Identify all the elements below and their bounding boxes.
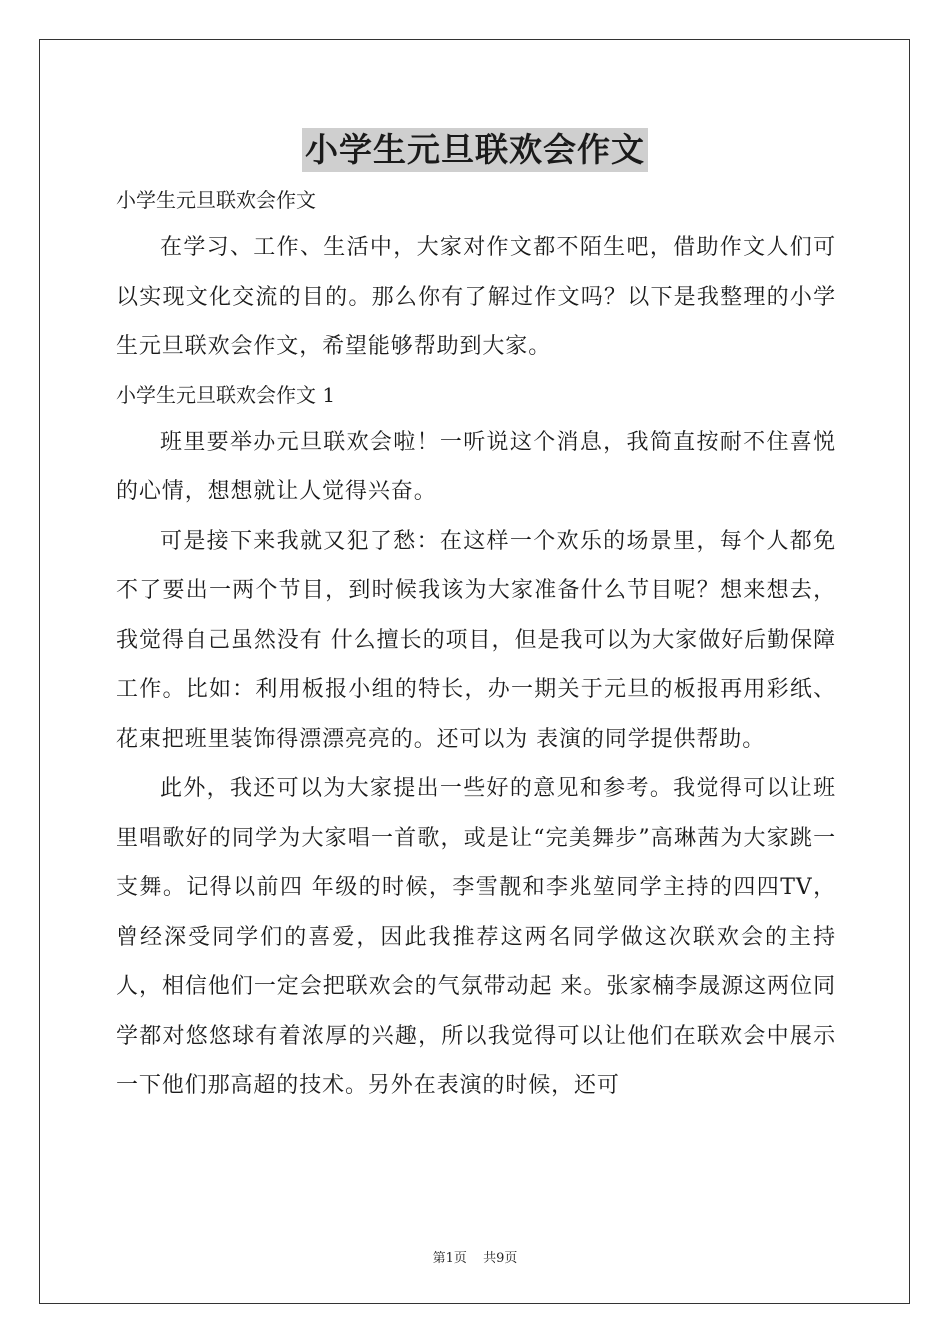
intro-paragraph: 在学习、工作、生活中，大家对作文都不陌生吧，借助作文人们可以实现文化交流的目的。那么你有了解过作文吗？以下是我整理的小学生元旦联欢会作文，希望能够帮助到大家。 xyxy=(116,235,836,359)
page-total: 共9页 xyxy=(483,1251,518,1266)
heading-line: 小学生元旦联欢会作文 xyxy=(116,188,316,212)
document-title: 小学生元旦联欢会作文 xyxy=(302,128,648,172)
page-footer xyxy=(0,1247,950,1266)
document-body xyxy=(116,177,836,1111)
body-paragraph-3: 此外，我还可以为大家提出一些好的意见和参考。我觉得可以让班里唱歌好的同学为大家唱一首歌，或是让“完美舞步”高琳茜为大家跳一支舞。记得以前四 年级的时候，李雪靓和李兆堃同学主持的四四TV，曾经深受同学们的喜爱，因此我推荐这两名同学做这次联欢会的主持人，相信他们一定会把联欢会的气氛带动起 来。张家楠李晟源这两位同学都对悠悠球有着浓厚的兴趣，所以我觉得可以让他们在联欢会中展示一下他们那高超的技术。另外在表演的时候，还可 xyxy=(116,776,836,1098)
body-paragraph-2: 可是接下来我就又犯了愁：在这样一个欢乐的场景里，每个人都免不了要出一两个节目，到时候我该为大家准备什么节目呢？想来想去，我觉得自己虽然没有 什么擅长的项目，但是我可以为大家做好后勤保障工作。比如：利用板报小组的特长，办一期关于元旦的板报再用彩纸、花束把班里装饰得漂漂亮亮的。还可以为 表演的同学提供帮助。 xyxy=(116,528,836,752)
body-paragraph-1: 班里要举办元旦联欢会啦！一听说这个消息，我简直按耐不住喜悦的心情，想想就让人觉得兴奋。 xyxy=(116,429,836,504)
section-title: 小学生元旦联欢会作文 1 xyxy=(116,382,336,407)
page-number: 第1页 xyxy=(432,1251,467,1266)
title-container xyxy=(0,128,950,172)
